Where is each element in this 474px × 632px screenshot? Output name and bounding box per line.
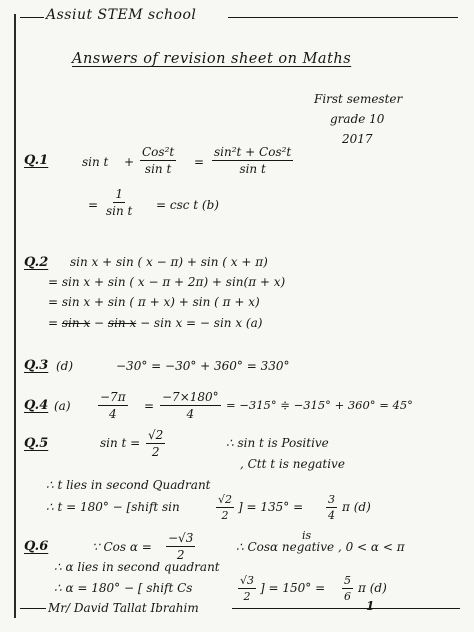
q1-frac-2-num: sin²t + Cos²t — [214, 145, 292, 159]
q1-frac-3-num: 1 — [115, 187, 123, 201]
q4-result: = −315° ≑ −315° + 360° = 45° — [226, 398, 413, 412]
q1-plus: + — [124, 155, 135, 169]
q6-work-frac — [238, 575, 256, 602]
q1-eq-2: = — [88, 198, 99, 212]
q1-frac-1-den: sin t — [144, 162, 172, 176]
q6-frac-num: −√3 — [168, 531, 194, 545]
q2-line-4 — [48, 317, 262, 329]
q5-work-prefix: ∴ t = 180° − [shift sin — [46, 500, 180, 514]
q6-work-frac-den: 2 — [243, 590, 251, 603]
q6-work-prefix: ∴ α = 180° − [ shift Cs — [54, 581, 193, 595]
page-title: Answers of revision sheet on Maths — [72, 51, 352, 67]
q6-frac — [166, 532, 195, 561]
q6-note-quadrant: ∴ α lies in second quadrant — [54, 560, 220, 574]
footer-dash — [20, 608, 46, 609]
q1-label: Q.1 — [24, 153, 49, 168]
q6-note-negative: ∴ Cosα negative , 0 < α < π — [236, 540, 405, 554]
q6-work-mid: ] = 150° = — [260, 581, 326, 595]
q6-work-frac-num: √3 — [240, 574, 255, 587]
q4-frac-1 — [98, 391, 128, 420]
q2-line-1: sin x + sin ( x − π) + sin ( x + π) — [70, 255, 268, 269]
q3-answer: (d) — [56, 359, 74, 373]
q4-frac-1-den: 4 — [108, 407, 117, 421]
q2-label: Q.2 — [24, 255, 49, 270]
q3-label: Q.3 — [24, 358, 49, 373]
q6-answer-frac-num: 5 — [344, 574, 351, 587]
q4-answer: (a) — [54, 399, 71, 413]
q5-work-frac-num: √2 — [218, 493, 233, 506]
grade: grade 10 — [330, 112, 385, 126]
q2-line-4-minus: − — [94, 316, 105, 330]
q1-term-a: sin t — [82, 155, 109, 169]
q2-line-4-rest: − sin x = − sin x (a) — [140, 316, 263, 330]
q4-frac-2-den: 4 — [186, 407, 195, 421]
q6-answer-frac-den: 6 — [344, 590, 351, 603]
school-dash — [20, 17, 44, 18]
q3-work: −30° = −30° + 360° = 330° — [116, 359, 290, 373]
q4-frac-2-num: −7×180° — [162, 390, 219, 404]
q1-frac-3 — [106, 188, 132, 217]
page-number: 1 — [366, 599, 375, 613]
q6-answer-frac — [342, 575, 353, 602]
q5-label: Q.5 — [24, 436, 49, 451]
footer-rule — [232, 608, 460, 609]
footer-author: Mr/ David Tallat Ibrahim — [48, 601, 199, 615]
q5-note-quadrant: ∴ t lies in second Quadrant — [46, 478, 211, 492]
q6-lhs: ∵ Cos α = — [92, 540, 152, 554]
q5-frac-num: √2 — [148, 428, 164, 442]
year: 2017 — [342, 132, 373, 146]
q6-frac-den: 2 — [176, 548, 185, 562]
q4-label: Q.4 — [24, 398, 49, 413]
q5-lhs: sin t = — [100, 436, 141, 450]
q2-line-3: = sin x + sin ( π + x) + sin ( π + x) — [48, 295, 260, 309]
q5-answer-frac-num: 3 — [328, 493, 335, 506]
q1-frac-1 — [140, 146, 176, 175]
q1-result: = csc t (b) — [156, 198, 219, 212]
q2-line-2: = sin x + sin ( x − π + 2π) + sin(π + x) — [48, 275, 286, 289]
school-rule — [228, 17, 458, 18]
q5-note-negative: , Ctt t is negative — [240, 457, 345, 471]
q2-line-4-prefix: = — [48, 316, 59, 330]
q4-frac-2 — [160, 391, 221, 420]
q5-frac-den: 2 — [151, 445, 160, 459]
q1-frac-2-den: sin t — [239, 162, 266, 176]
q5-answer-frac — [326, 494, 337, 521]
q1-eq-1: = — [194, 155, 205, 169]
semester: First semester — [314, 92, 403, 106]
q2-cancel-1: sin x — [61, 316, 91, 330]
q4-frac-1-num: −7π — [100, 390, 126, 404]
q5-note-positive: ∴ sin t is Positive — [226, 436, 329, 450]
q5-work-mid: ] = 135° = — [238, 500, 304, 514]
q5-work-frac-den: 2 — [221, 509, 229, 522]
q1-frac-1-num: Cos²t — [142, 145, 175, 159]
q1-frac-3-den: sin t — [106, 204, 133, 218]
q5-answer-frac-den: 4 — [328, 509, 335, 522]
q1-frac-2 — [212, 146, 293, 175]
margin-line — [14, 14, 16, 618]
q6-work-end: π (d) — [358, 581, 387, 595]
q4-eq-1: = — [144, 399, 155, 413]
school-name: Assiut STEM school — [46, 7, 197, 23]
q6-note-is: is — [302, 529, 312, 542]
q6-label: Q.6 — [24, 539, 49, 554]
q5-work-frac — [216, 494, 234, 521]
q5-frac — [146, 429, 165, 458]
q2-cancel-2: sin x — [107, 316, 137, 330]
q5-work-end: π (d) — [342, 500, 371, 514]
